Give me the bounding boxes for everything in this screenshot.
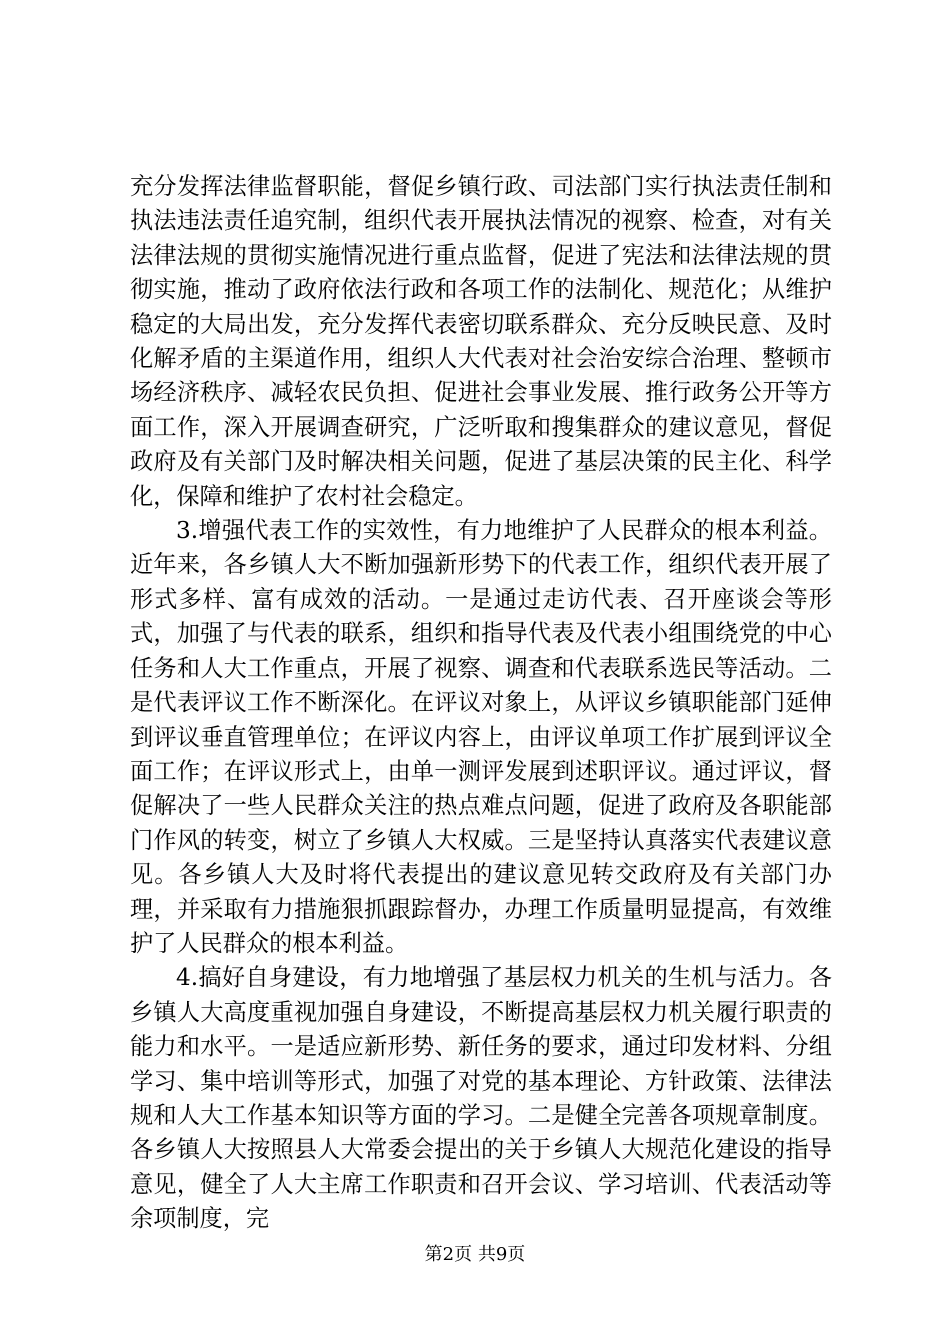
paragraph-3: 4.搞好自身建设，有力地增强了基层权力机关的生机与活力。各乡镇人大高度重视加强自身建设，不断提高基层权力机关履行职责的能力和水平。一是适应新形势、新任务的要求，通过印发材料、分组学习、集中培训等形式，加强了对党的基本理论、方针政策、法律法规和人大工作基本知识等方面的学习。二是健全完善各项规章制度。各乡镇人大按照县人大常委会提出的关于乡镇人大规范化建设的指导意见，健全了人大主席工作职责和召开会议、学习培训、代表活动等余项制度，完 <box>130 964 832 1233</box>
document-body <box>130 170 832 1237</box>
paragraph-1: 充分发挥法律监督职能，督促乡镇行政、司法部门实行执法责任制和执法违法责任追究制，组织代表开展执法情况的视察、检查，对有关法律法规的贯彻实施情况进行重点监督，促进了宪法和法律法规的贯彻实施，推动了政府依法行政和各项工作的法制化、规范化；从维护稳定的大局出发，充分发挥代表密切联系群众、充分反映民意、及时化解矛盾的主渠道作用，组织人大代表对社会治安综合治理、整顿市场经济秩序、减轻农民负担、促进社会事业发展、推行政务公开等方面工作，深入开展调查研究，广泛听取和搜集群众的建议意见，督促政府及有关部门及时解决相关问题，促进了基层决策的民主化、科学化，保障和维护了农村社会稳定。 <box>130 173 832 510</box>
page-footer: 第2页 共9页 <box>424 1244 526 1265</box>
paragraph-2: 3.增强代表工作的实效性，有力地维护了人民群众的根本利益。近年来，各乡镇人大不断加强新形势下的代表工作，组织代表开展了形式多样、富有成效的活动。一是通过走访代表、召开座谈会等形式，加强了与代表的联系，组织和指导代表及代表小组围绕党的中心任务和人大工作重点，开展了视察、调查和代表联系选民等活动。二是代表评议工作不断深化。在评议对象上，从评议乡镇职能部门延伸到评议垂直管理单位；在评议内容上，由评议单项工作扩展到评议全面工作；在评议形式上，由单一测评发展到述职评议。通过评议，督促解决了一些人民群众关注的热点难点问题，促进了政府及各职能部门作风的转变，树立了乡镇人大权威。三是坚持认真落实代表建议意见。各乡镇人大及时将代表提出的建议意见转交政府及有关部门办理，并采取有力措施狠抓跟踪督办，办理工作质量明显提高，有效维护了人民群众的根本利益。 <box>130 517 832 957</box>
